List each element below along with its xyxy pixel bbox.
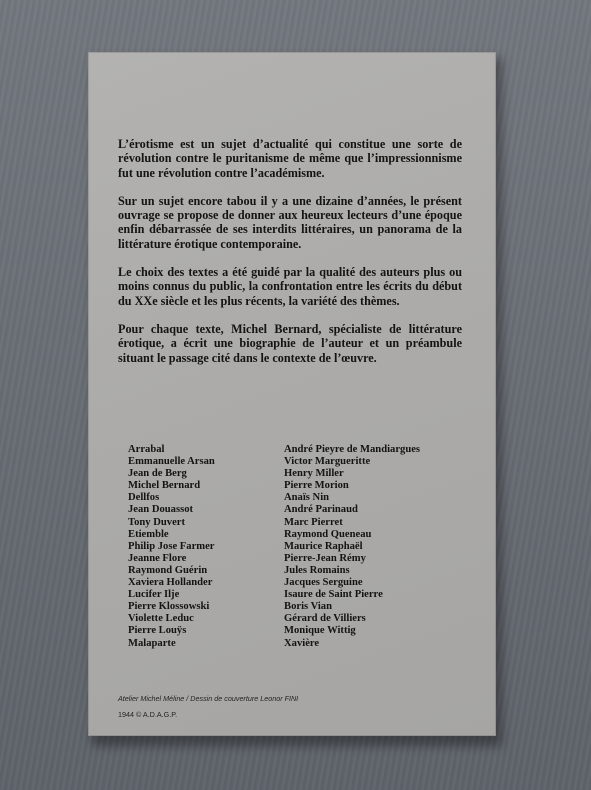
blurb-text (118, 137, 462, 379)
author-name: Tony Duvert (128, 516, 185, 528)
author-name: André Pieyre de Mandiargues (284, 444, 421, 455)
author-name: Raymond Queneau (284, 528, 372, 540)
author-name: Pierre Morion (284, 480, 349, 492)
blurb-paragraph-1: L’érotisme est un sujet d’actualité qui constitue une sorte de révolution contre le puritanisme de même que l’impressionnisme fut une révolution contre l’académisme. (118, 137, 462, 180)
book-back-cover (88, 52, 496, 736)
author-list-right (284, 444, 420, 650)
author-name: Dellfos (128, 492, 160, 504)
author-name: Jules Romains (284, 564, 350, 576)
author-name: Etiemble (128, 528, 169, 540)
blurb-paragraph-4: Pour chaque texte, Michel Bernard, spécialiste de littérature érotique, a écrit une biographie de l’auteur et un préambule situant le passage cité dans le contexte de l’œuvre. (118, 321, 462, 365)
author-name: André Parinaud (284, 504, 358, 516)
blurb-paragraph-3: Le choix des textes a été guidé par la qualité des auteurs plus ou moins connus du public, la confrontation entre les écrits du début du XXe siècle et les plus récents, la variété des thèmes. (118, 265, 462, 308)
cover-credit: Atelier Michel Méline / Dessin de couverture Leonor FINI (118, 694, 299, 703)
author-name: Jeanne Flore (128, 552, 187, 564)
author-list-left (128, 444, 215, 650)
author-name: Raymond Guérin (128, 564, 208, 576)
author-name: Jean Douassot (128, 504, 194, 516)
author-name: Michel Bernard (128, 480, 201, 492)
author-name: Boris Vian (284, 601, 332, 613)
author-name: Pierre Klossowski (128, 601, 210, 613)
author-name: Gérard de Villiers (284, 613, 366, 625)
author-name: Pierre-Jean Rémy (284, 552, 366, 564)
author-name: Marc Pierret (284, 516, 343, 528)
author-name: Lucifer Ilje (128, 589, 180, 601)
author-name: Arrabal (128, 444, 165, 455)
copyright-line: 1944 © A.D.A.G.P. (118, 710, 178, 719)
author-name: Malaparte (128, 637, 176, 649)
author-name: Xavière (284, 637, 320, 649)
author-name: Victor Margueritte (284, 456, 371, 468)
author-name: Anaïs Nin (284, 492, 330, 504)
author-name: Xaviera Hollander (128, 577, 213, 589)
author-name: Jacques Serguine (284, 577, 363, 589)
author-name: Henry Miller (284, 468, 344, 480)
author-name: Monique Wittig (284, 625, 356, 637)
author-name: Violette Leduc (128, 613, 194, 625)
author-name: Isaure de Saint Pierre (284, 589, 383, 601)
author-name: Jean de Berg (128, 468, 187, 480)
blurb-paragraph-2: Sur un sujet encore tabou il y a une dizaine d’années, le présent ouvrage se propose de donner aux heureux lecteurs d’une époque enfin débarrassée de ses interdits littéraires, un panorama de la littérature érotique contemporaine. (118, 193, 462, 251)
author-name: Philip Jose Farmer (128, 540, 215, 552)
author-name: Emmanuelle Arsan (128, 456, 215, 468)
author-name: Pierre Louÿs (128, 625, 187, 637)
author-name: Maurice Raphaël (284, 540, 363, 552)
